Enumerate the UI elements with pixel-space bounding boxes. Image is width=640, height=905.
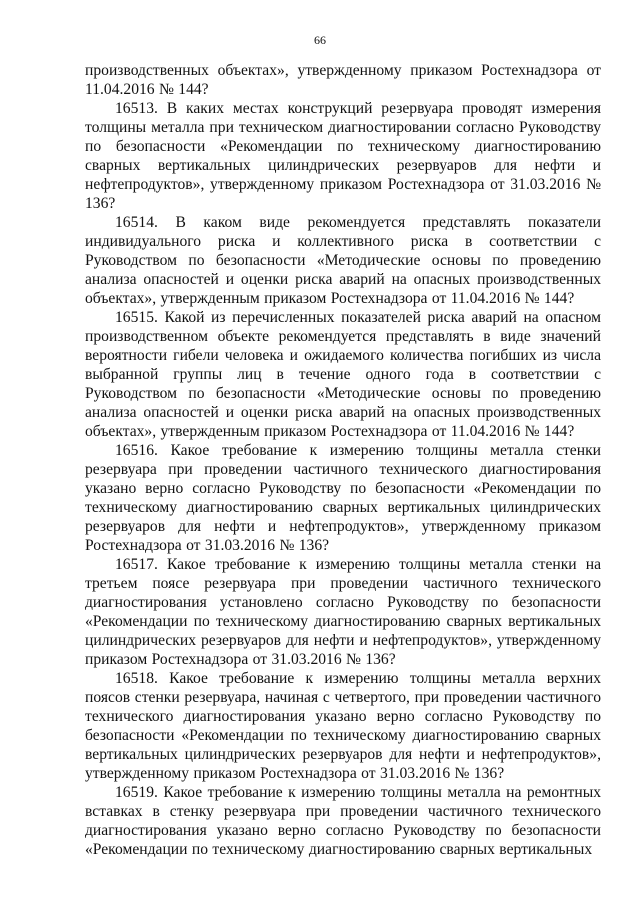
question-16518: 16518. Какое требование к измерению толщины металла верхних поясов стенки резервуара, начиная с четвертого, при проведении частичного технического диагностирования указано верно согласно Руководству по безопасности «Рекомендации по техническому диагностированию сварных вертикальных цилиндрических резервуаров для нефти и нефтепродуктов», утвержденному приказом Ростехнадзора от 31.03.2016 № 136? (85, 670, 601, 782)
question-16513: 16513. В каких местах конструкций резервуара проводят измерения толщины металла при техническом диагностировании согласно Руководству по безопасности «Рекомендации по техническому диагностированию сварных вертикальных цилиндрических резервуаров для нефти и нефтепродуктов», утвержденному приказом Ростехнадзора от 31.03.2016 № 136? (85, 100, 601, 212)
question-16516: 16516. Какое требование к измерению толщины металла стенки резервуара при проведении частичного технического диагностирования указано верно согласно Руководству по безопасности «Рекомендации по техническому диагностированию сварных вертикальных цилиндрических резервуаров для нефти и нефтепродуктов», утвержденному приказом Ростехнадзора от 31.03.2016 № 136? (85, 442, 601, 554)
question-16515: 16515. Какой из перечисленных показателей риска аварий на опасном производственном объекте рекомендуется представлять в виде значений вероятности гибели человека и ожидаемого количества погибших из числа выбранной группы лиц в течение одного года в соответствии с Руководством по безопасности «Методические основы по проведению анализа опасностей и оценки риска аварий на опасных производственных объектах», утвержденным приказом Ростехнадзора от 11.04.2016 № 144? (85, 309, 601, 440)
page-number: 66 (314, 33, 326, 47)
paragraph-continuation: производственных объектах», утвержденному приказом Ростехнадзора от 11.04.2016 № 144? (85, 62, 601, 98)
question-16519: 16519. Какое требование к измерению толщины металла на ремонтных вставках в стенку резервуара при проведении частичного технического диагностирования указано верно согласно Руководству по безопасности «Рекомендации по техническому диагностированию сварных вертикальных (85, 784, 601, 858)
page-body (85, 61, 601, 859)
question-16514: 16514. В каком виде рекомендуется представлять показатели индивидуального риска и коллективного риска в соответствии с Руководством по безопасности «Методические основы по проведению анализа опасностей и оценки риска аварий на опасных производственных объектах», утвержденным приказом Ростехнадзора от 11.04.2016 № 144? (85, 214, 601, 307)
question-16517: 16517. Какое требование к измерению толщины металла стенки на третьем поясе резервуара при проведении частичного технического диагностирования установлено согласно Руководству по безопасности «Рекомендации по техническому диагностированию сварных вертикальных цилиндрических резервуаров для нефти и нефтепродуктов», утвержденному приказом Ростехнадзора от 31.03.2016 № 136? (85, 556, 601, 668)
